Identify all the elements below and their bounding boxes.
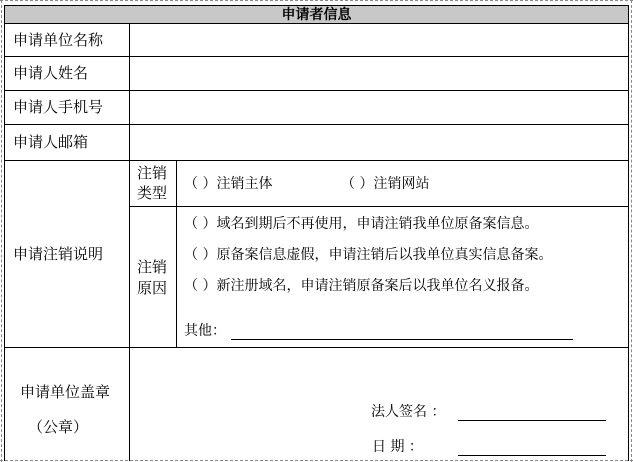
unit-name-field[interactable] <box>130 25 627 55</box>
option-cancel-subject[interactable]: （ ）注销主体 <box>184 176 273 192</box>
row-divider <box>4 160 629 161</box>
page-border-right <box>631 0 632 462</box>
page-border-bottom <box>0 460 633 461</box>
unit-name-label: 申请单位名称 <box>13 31 104 49</box>
phone-field[interactable] <box>130 91 627 123</box>
legal-person-label: 法人签名 ： <box>371 404 446 420</box>
sub-column-divider <box>176 160 177 347</box>
cancel-desc-label: 申请注销说明 <box>13 245 104 263</box>
row-divider <box>129 206 629 207</box>
legal-person-signature-field[interactable] <box>458 420 606 421</box>
page-border-top <box>0 0 633 1</box>
email-label: 申请人邮箱 <box>13 133 89 151</box>
option-cancel-site[interactable]: （ ）注销网站 <box>341 176 430 192</box>
reason-option-3[interactable]: （ ）新注册域名，申请注销原备案后以我单位名义报备。 <box>184 278 539 294</box>
seal-label: 申请单位盖章 <box>20 383 111 401</box>
person-name-field[interactable] <box>130 57 627 89</box>
phone-label: 申请人手机号 <box>13 98 104 116</box>
cancel-reason-label-line1: 注销 <box>137 258 168 276</box>
cancel-type-label-line2: 类型 <box>137 184 168 202</box>
seal-note: （公章） <box>28 418 89 436</box>
other-reason-field[interactable] <box>231 339 573 340</box>
date-label: 日 期 ： <box>372 439 423 455</box>
date-field[interactable] <box>458 455 606 456</box>
form-title: 申请者信息 <box>4 5 629 24</box>
cancel-type-label-line1: 注销 <box>137 164 168 182</box>
reason-option-2[interactable]: （ ）原备案信息虚假，申请注销后以我单位真实信息备案。 <box>184 247 553 263</box>
cancel-reason-label-line2: 原因 <box>137 279 168 297</box>
reason-option-1[interactable]: （ ）域名到期后不再使用，申请注销我单位原备案信息。 <box>184 216 539 232</box>
person-name-label: 申请人姓名 <box>13 64 89 82</box>
reason-other-label: 其他： <box>184 323 226 339</box>
row-divider <box>4 347 629 348</box>
email-field[interactable] <box>130 125 627 159</box>
page-border-left <box>1 0 2 462</box>
